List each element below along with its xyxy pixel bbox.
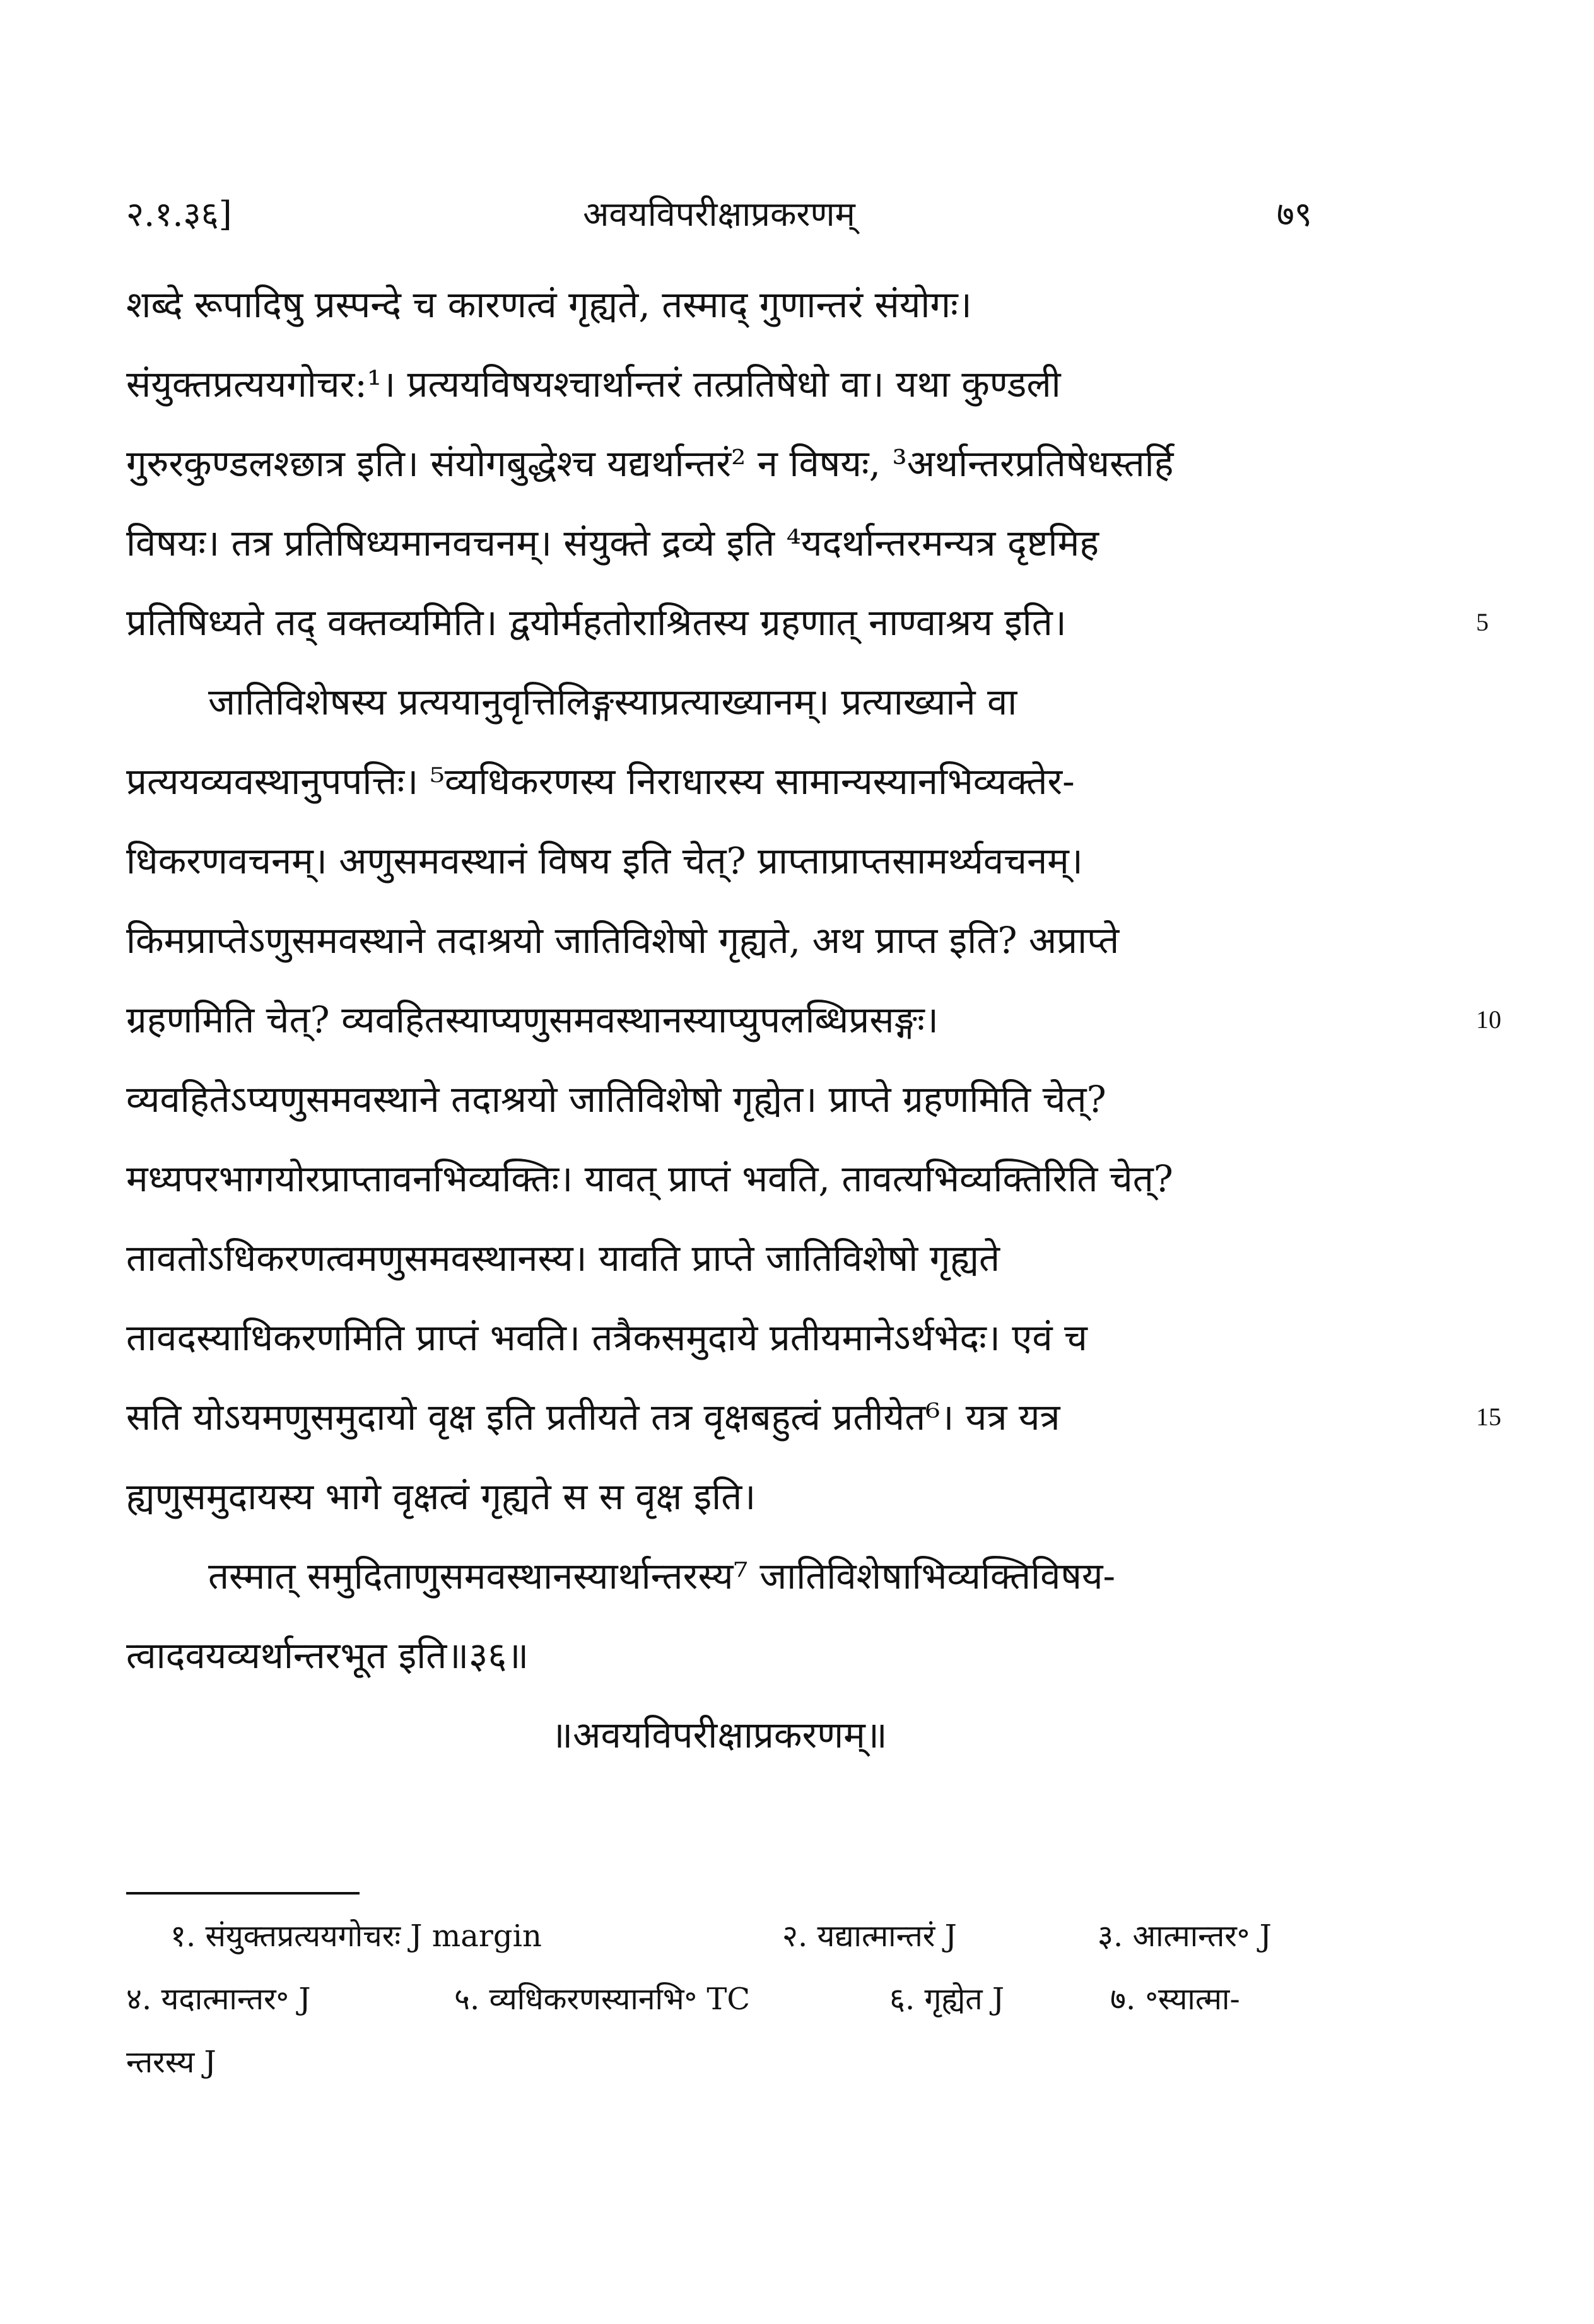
footnote-row	[126, 1968, 1312, 2031]
footnote-7: ७. ॰स्यात्मा-	[1110, 1982, 1240, 2017]
footnote-rule	[126, 1892, 360, 1895]
line-text: त्वादवयव्यर्थान्तरभूत इति॥३६॥	[126, 1634, 529, 1677]
line-text: गुरुरकुण्डलश्छात्र इति। संयोगबुद्धेश्च यद्यर्थान्तरं² न विषयः, ³अर्थान्तरप्रतिषेधस्तर्हि	[126, 442, 1174, 485]
text-line	[126, 901, 1312, 980]
footnote-4: ४. यदात्मान्तर॰ J	[126, 1982, 311, 2017]
chapter-title: अवयविपरीक्षाप्रकरणम्	[583, 194, 855, 234]
footnote-row	[126, 2031, 1312, 2094]
line-number: 15	[1476, 1403, 1501, 1431]
footnote-1: १. संयुक्तप्रत्ययगोचरः J margin	[170, 1918, 542, 1954]
text-line	[126, 980, 1501, 1060]
text-line	[126, 821, 1312, 901]
text-line	[126, 1139, 1312, 1218]
text-line	[126, 1457, 1312, 1536]
line-text: व्यवहितेऽप्यणुसमवस्थाने तदाश्रयो जातिविशेषो गृह्येत। प्राप्ते ग्रहणमिति चेत्?	[126, 1078, 1106, 1121]
line-text: प्रत्ययव्यवस्थानुपपत्तिः। ⁵व्यधिकरणस्य निराधारस्य सामान्यस्यानभिव्यक्तेर-	[126, 760, 1075, 803]
line-text: संयुक्तप्रत्ययगोचर:¹। प्रत्ययविषयश्चार्थान्तरं तत्प्रतिषेधो वा। यथा कुण्डली	[126, 363, 1061, 406]
line-text: धिकरणवचनम्। अणुसमवस्थानं विषय इति चेत्? प्राप्ताप्राप्तसामर्थ्यवचनम्।	[126, 839, 1083, 882]
footnote-6: ६. गृह्येत J	[889, 1982, 1005, 2017]
line-text: शब्दे रूपादिषु प्रस्पन्दे च कारणत्वं गृह्यते, तस्माद् गुणान्तरं संयोगः।	[126, 283, 972, 326]
footnotes	[126, 1905, 1312, 2094]
text-line	[126, 265, 1312, 344]
line-text: जातिविशेषस्य प्रत्ययानुवृत्तिलिङ्गस्याप्रत्याख्यानम्। प्रत्याख्याने वा	[208, 680, 1017, 723]
text-line	[126, 662, 1312, 742]
line-text: ग्रहणमिति चेत्? व्यवहितस्याप्यणुसमवस्थानस्याप्युपलब्धिप्रसङ्गः।	[126, 998, 939, 1041]
footnote-2: २. यद्यात्मान्तरं J	[782, 1918, 957, 1954]
text-line	[126, 742, 1312, 821]
section-reference: २.१.३६]	[126, 194, 232, 234]
line-text: विषयः। तत्र प्रतिषिध्यमानवचनम्। संयुक्ते द्रव्ये इति ⁴यदर्थान्तरमन्यत्र दृष्टमिह	[126, 522, 1099, 564]
text-line	[126, 1060, 1312, 1139]
text-line	[126, 1298, 1312, 1377]
running-header	[126, 189, 1312, 240]
line-number: 10	[1476, 1005, 1501, 1034]
line-text: तस्मात् समुदिताणुसमवस्थानस्यार्थान्तरस्य⁷ जातिविशेषाभिव्यक्तिविषय-	[208, 1555, 1116, 1597]
text-line	[126, 344, 1312, 424]
line-text: प्रतिषिध्यते तद् वक्तव्यमिति। द्वयोर्महतोराश्रितस्य ग्रहणात् नाण्वाश्रय इति।	[126, 601, 1067, 644]
footnote-5: ५. व्यधिकरणस्यानभि॰ TC	[454, 1982, 751, 2017]
footnote-3: ३. आत्मान्तर॰ J	[1098, 1918, 1272, 1954]
line-text: मध्यपरभागयोरप्राप्तावनभिव्यक्तिः। यावत् प्राप्तं भवति, तावत्यभिव्यक्तिरिति चेत्?	[126, 1157, 1173, 1200]
text-line	[126, 1218, 1312, 1298]
line-text: तावदस्याधिकरणमिति प्राप्तं भवति। तत्रैकसमुदाये प्रतीयमानेऽर्थभेदः। एवं च	[126, 1316, 1087, 1359]
line-text: ॥अवयविपरीक्षाप्रकरणम्॥	[551, 1714, 888, 1756]
text-line	[126, 424, 1312, 503]
line-number: 5	[1476, 608, 1489, 636]
line-text: सति योऽयमणुसमुदायो वृक्ष इति प्रतीयते तत्र वृक्षबहुत्वं प्रतीयेत⁶। यत्र यत्र	[126, 1396, 1060, 1439]
line-text: किमप्राप्तेऽणुसमवस्थाने तदाश्रयो जातिविशेषो गृह्यते, अथ प्राप्त इति? अप्राप्ते	[126, 919, 1120, 962]
line-text: ह्यणुसमुदायस्य भागे वृक्षत्वं गृह्यते स स वृक्ष इति।	[126, 1475, 756, 1518]
text-line	[126, 1695, 1312, 1775]
footnote-7-continued: न्तरस्य J	[126, 2045, 216, 2080]
page-number: ७९	[1276, 194, 1312, 234]
text-line	[126, 503, 1312, 583]
footnote-row	[126, 1905, 1312, 1968]
text-line	[126, 1377, 1501, 1457]
line-text: तावतोऽधिकरणत्वमणुसमवस्थानस्य। यावति प्राप्ते जातिविशेषो गृह्यते	[126, 1237, 1000, 1280]
text-line	[126, 583, 1489, 662]
text-line	[126, 1616, 1312, 1695]
main-text	[126, 265, 1501, 1775]
text-line	[126, 1536, 1312, 1616]
